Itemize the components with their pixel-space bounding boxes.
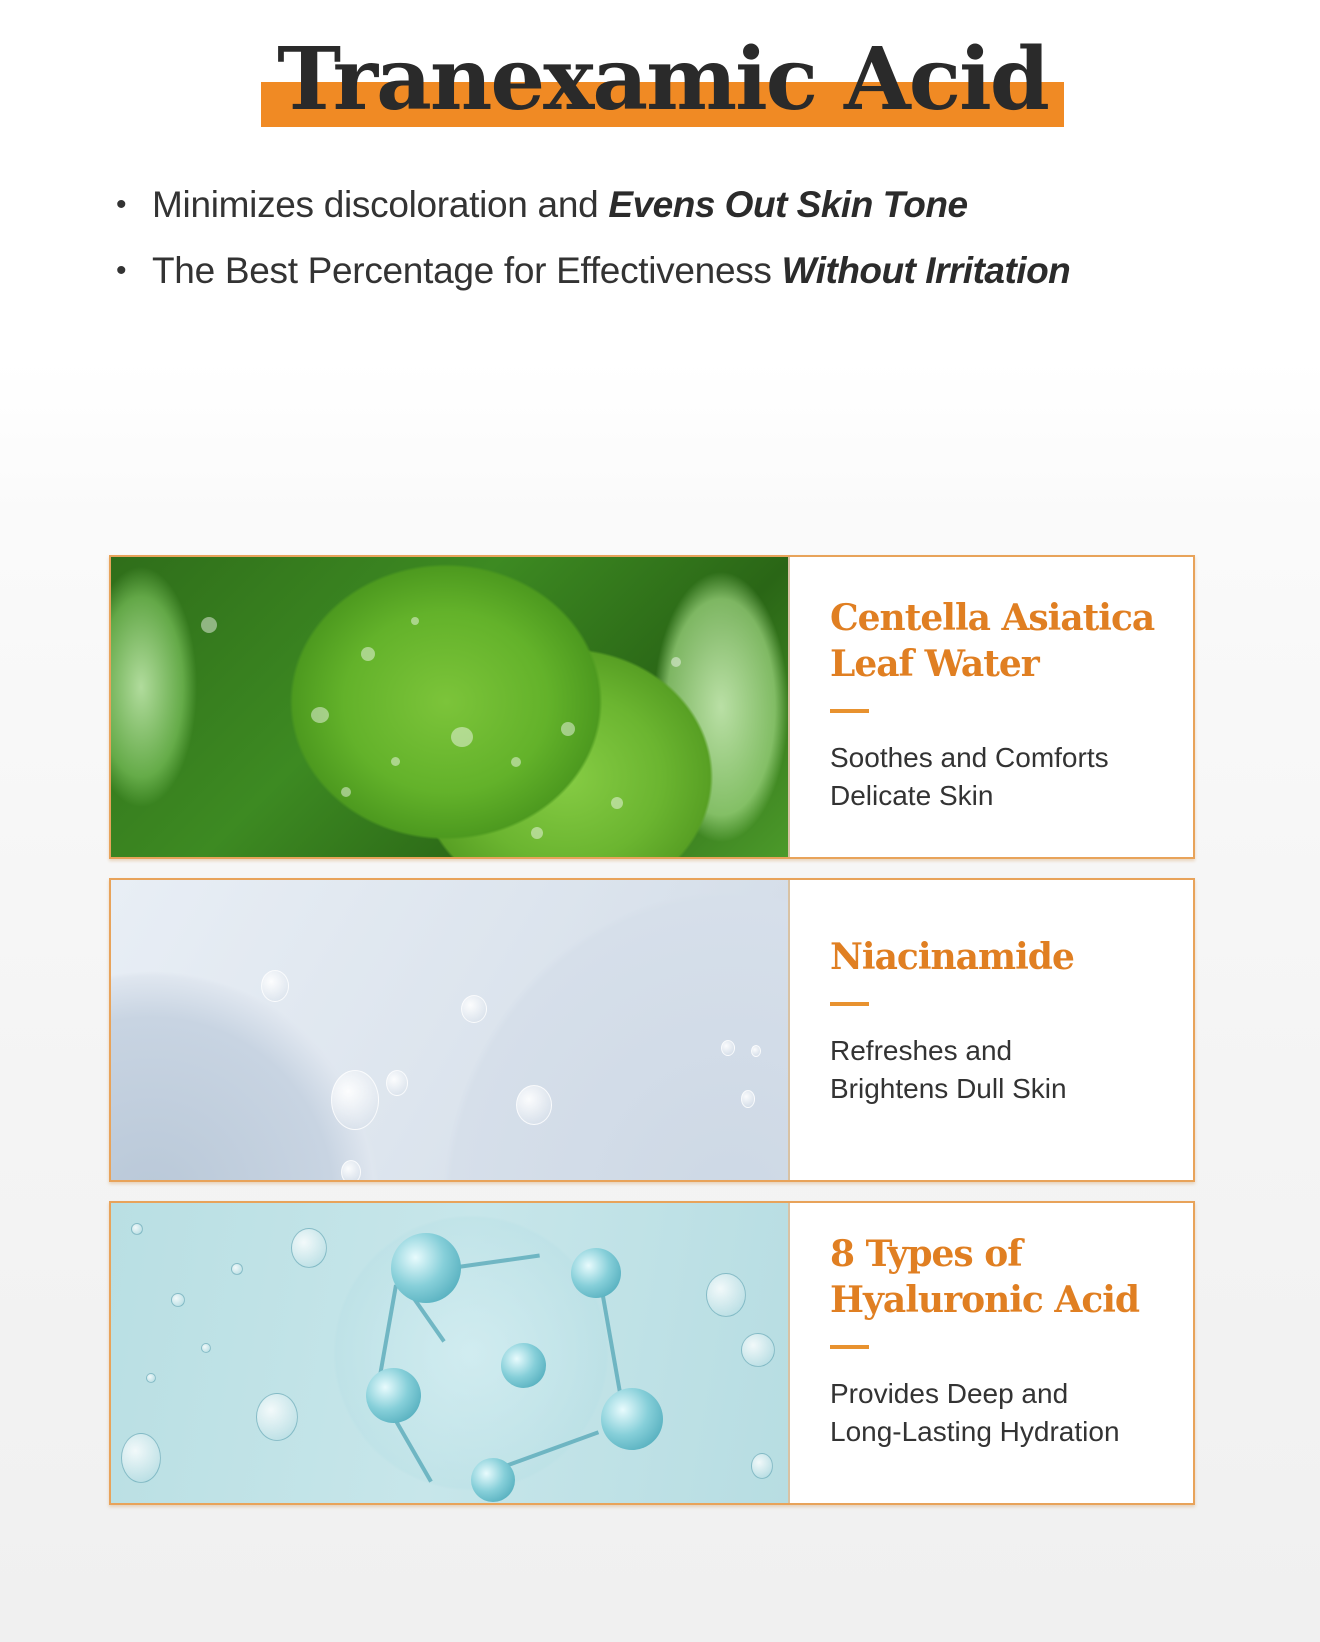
page-title: Tranexamic Acid: [277, 29, 1048, 130]
bullet-icon: •: [116, 254, 127, 287]
ingredient-card-niacinamide: [109, 878, 1195, 1182]
divider-dash: [830, 1345, 869, 1349]
ingredient-text: [790, 880, 1193, 1180]
ingredient-card-hyaluronic: [109, 1201, 1195, 1505]
ingredient-text: [790, 1203, 1193, 1503]
benefit-item: [116, 172, 1266, 238]
benefit-emphasis: Without Irritation: [781, 250, 1071, 291]
niacinamide-bubble-image: [111, 880, 790, 1180]
ingredient-name: Centella Asiatica Leaf Water: [830, 597, 1155, 685]
ingredient-text: [790, 557, 1193, 857]
benefit-item: [116, 238, 1266, 304]
centella-leaf-image: [111, 557, 790, 857]
benefit-text: Minimizes discoloration and: [152, 184, 599, 225]
page-title-block: [261, 29, 1064, 132]
divider-dash: [830, 1002, 869, 1006]
hyaluronic-molecule-image: [111, 1203, 790, 1503]
ingredient-name: 8 Types of Hyaluronic Acid: [830, 1233, 1140, 1321]
ingredient-card-centella: [109, 555, 1195, 859]
ingredient-description: Refreshes and Brightens Dull Skin: [830, 1035, 1067, 1104]
benefit-text: The Best Percentage for Effectiveness: [152, 250, 772, 291]
benefit-list: [116, 172, 1266, 304]
bullet-icon: •: [116, 188, 127, 221]
ingredient-description: Soothes and Comforts Delicate Skin: [830, 742, 1109, 811]
benefit-emphasis: Evens Out Skin Tone: [608, 184, 968, 225]
ingredient-name: Niacinamide: [830, 936, 1074, 978]
divider-dash: [830, 709, 869, 713]
ingredient-description: Provides Deep and Long-Lasting Hydration: [830, 1378, 1120, 1447]
